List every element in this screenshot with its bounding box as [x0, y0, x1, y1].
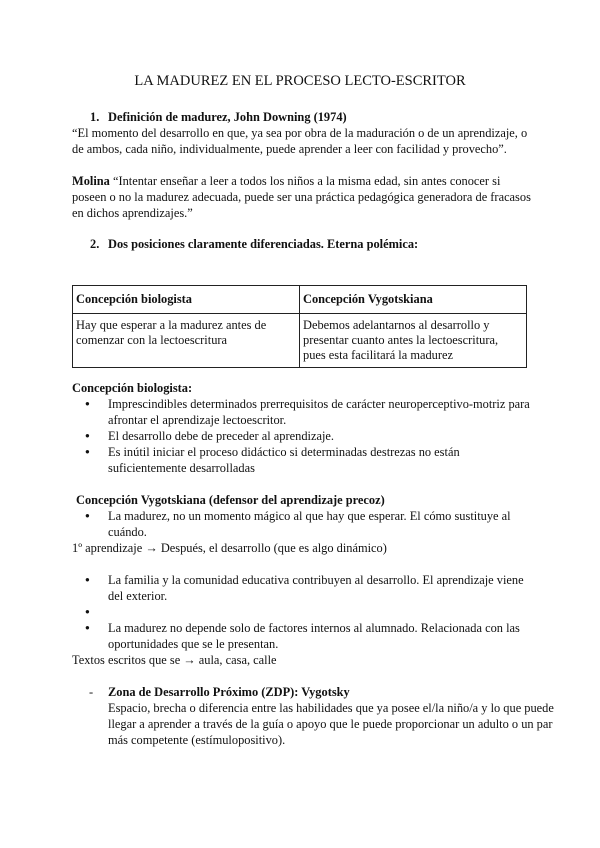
table-row — [73, 314, 527, 368]
section-number: 2. — [90, 237, 100, 251]
list-item: ● La familia y la comunidad educativa contribuyen al desarrollo. El aprendizaje viene del exterior. — [72, 572, 532, 604]
vygotskiana-list-2 — [72, 572, 532, 652]
section-number: 1. — [90, 110, 100, 124]
table-header-row — [73, 286, 527, 314]
table-cell: Hay que esperar a la madurez antes de comenzar con la lectoescritura — [73, 314, 300, 368]
dash-marker: - — [89, 685, 94, 699]
list-item: ● La madurez no depende solo de factores internos al alumnado. Relacionada con las oportunidades que se le presentan. — [72, 620, 532, 652]
list-item: ● La madurez, no un momento mágico al que hay que esperar. El cómo sustituye al cuándo. — [72, 508, 532, 540]
zdp-heading: Zona de Desarrollo Próximo (ZDP): Vygotsky — [108, 685, 350, 699]
list-item-empty — [72, 604, 532, 620]
list-item: ● Imprescindibles determinados prerrequisitos de carácter neuroperceptivo-motriz para afrontar el aprendizaje lectoescritor. — [72, 396, 532, 428]
document-title: LA MADUREZ EN EL PROCESO LECTO-ESCRITOR — [134, 73, 466, 89]
biologista-heading: Concepción biologista: — [72, 381, 193, 395]
zdp-text: Espacio, brecha o diferencia entre las habilidades que ya posee el/la niño/a y lo que puede llegar a aprender a través de la guía o apoyo que le puede proporcionar un adulto o un par más competente (estímulopositivo). — [108, 701, 554, 747]
list-item: ● Es inútil iniciar el proceso didáctico si determinadas destrezas no están suficientemente desarrolladas — [72, 444, 532, 476]
biologista-list — [72, 396, 532, 476]
textos-line: Textos escritos que se → aula, casa, calle — [72, 653, 277, 667]
list-item: ● El desarrollo debe de preceder al aprendizaje. — [72, 428, 532, 444]
vygotskiana-list-1 — [72, 508, 532, 540]
table-header-cell: Concepción Vygotskiana — [300, 286, 527, 314]
molina-paragraph — [72, 173, 532, 221]
table-cell: Debemos adelantarnos al desarrollo y presentar cuanto antes la lectoescritura, pues esta facilitará la madurez — [300, 314, 527, 368]
comparison-table-wrap — [72, 285, 532, 368]
table-header-cell: Concepción biologista — [73, 286, 300, 314]
vygotskiana-heading: Concepción Vygotskiana (defensor del aprendizaje precoz) — [76, 493, 385, 507]
molina-quote: “Intentar enseñar a leer a todos los niños a la misma edad, sin antes conocer si poseen o no la madurez adecuada, puede ser una práctica pedagógica generadora de fracasos en dichos aprendizajes.” — [72, 174, 531, 220]
section-1-heading — [72, 109, 550, 125]
section-heading-text: Dos posiciones claramente diferenciadas. Eterna polémica: — [108, 237, 419, 251]
section-heading-text: Definición de madurez, John Downing (1974) — [108, 110, 347, 124]
aprendizaje-line: 1º aprendizaje → Después, el desarrollo (que es algo dinámico) — [72, 541, 387, 555]
section-2-heading — [72, 236, 550, 252]
zdp-item — [72, 684, 568, 748]
downing-quote: “El momento del desarrollo en que, ya sea por obra de la maduración o de un aprendizaje, o de ambos, cada niño, individualmente, puede aprender a leer con facilidad y provecho”. — [72, 126, 528, 156]
molina-label: Molina — [72, 174, 110, 188]
comparison-table — [72, 285, 527, 368]
